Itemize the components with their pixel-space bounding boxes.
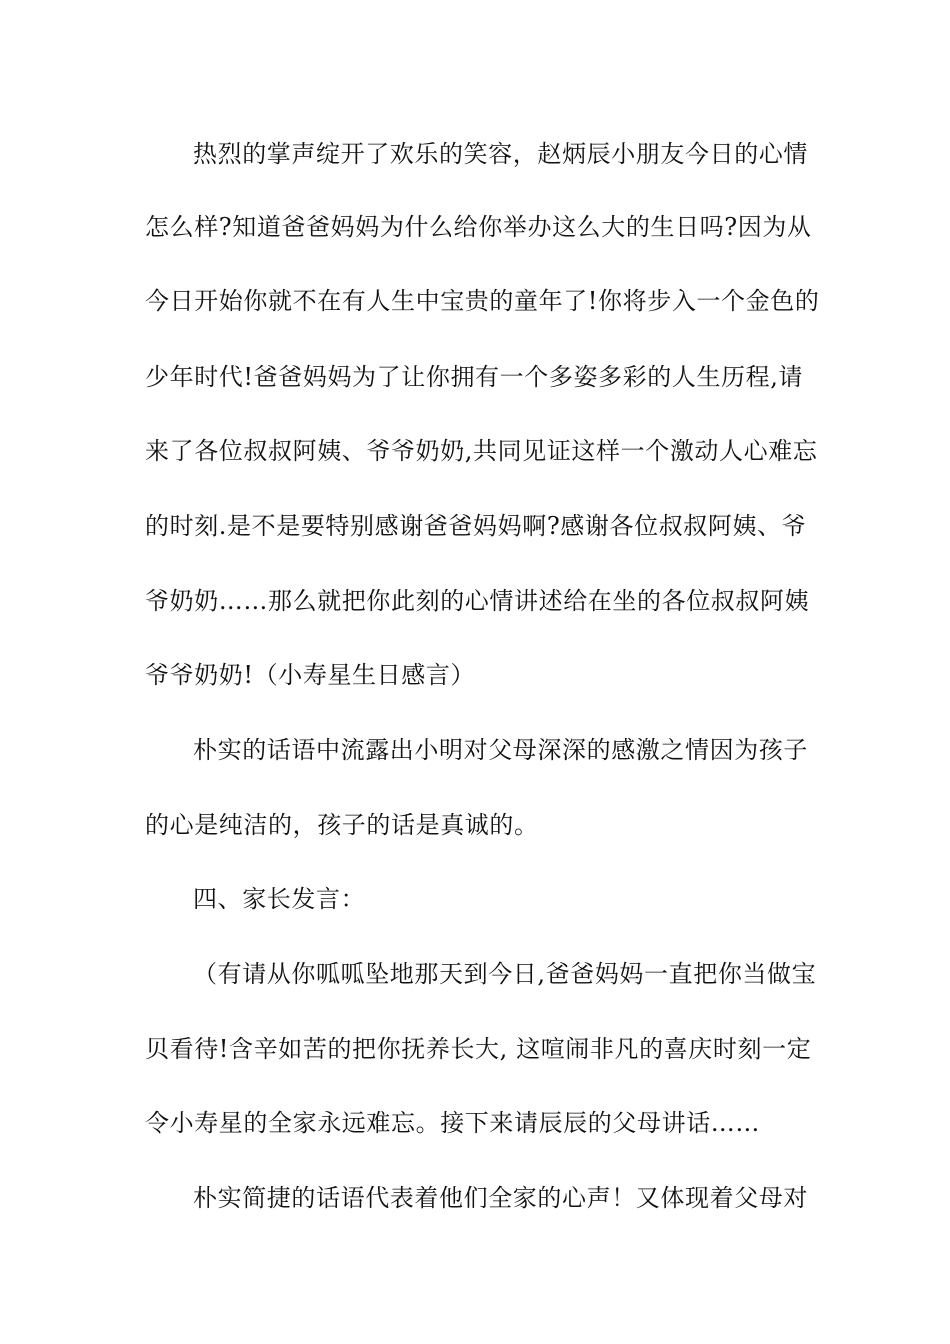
paragraph-line: 令小寿星的全家永远难忘。接下来请辰辰的父母讲话…… bbox=[145, 1109, 760, 1137]
paragraph-line: 的心是纯洁的，孩子的话是真诚的。 bbox=[145, 811, 539, 839]
paragraph-line: 贝看待!含辛如苦的把你抚养长大, 这喧闹非凡的喜庆时刻一定 bbox=[145, 1035, 812, 1063]
paragraph-line: （有请从你呱呱坠地那天到今日,爸爸妈妈一直把你当做宝 bbox=[193, 960, 817, 988]
paragraph-line: 热烈的掌声绽开了欢乐的笑容，赵炳辰小朋友今日的心情 bbox=[193, 140, 808, 168]
paragraph-line: 怎么样?知道爸爸妈妈为什么给你举办这么大的生日吗?因为从 bbox=[145, 213, 812, 241]
paragraph-line: 爷奶奶……那么就把你此刻的心情讲述给在坐的各位叔叔阿姨 bbox=[145, 587, 810, 615]
paragraph-line: 今日开始你就不在有人生中宝贵的童年了!你将步入一个金色的 bbox=[145, 287, 820, 315]
paragraph-line: 的时刻.是不是要特别感谢爸爸妈妈啊?感谢各位叔叔阿姨、爷 bbox=[145, 512, 807, 540]
paragraph-line: 来了各位叔叔阿姨、爷爷奶奶,共同见证这样一个激动人心难忘 bbox=[145, 437, 818, 465]
paragraph-line: 朴实的话语中流露出小明对父母深深的感激之情因为孩子 bbox=[193, 736, 808, 764]
paragraph-line: 朴实简捷的话语代表着他们全家的心声！又体现着父母对 bbox=[193, 1184, 808, 1212]
section-heading: 四、家长发言： bbox=[193, 885, 366, 913]
paragraph-line: 少年时代!爸爸妈妈为了让你拥有一个多姿多彩的人生历程,请 bbox=[145, 363, 804, 391]
paragraph-line: 爷爷奶奶!（小寿星生日感言） bbox=[145, 661, 476, 689]
